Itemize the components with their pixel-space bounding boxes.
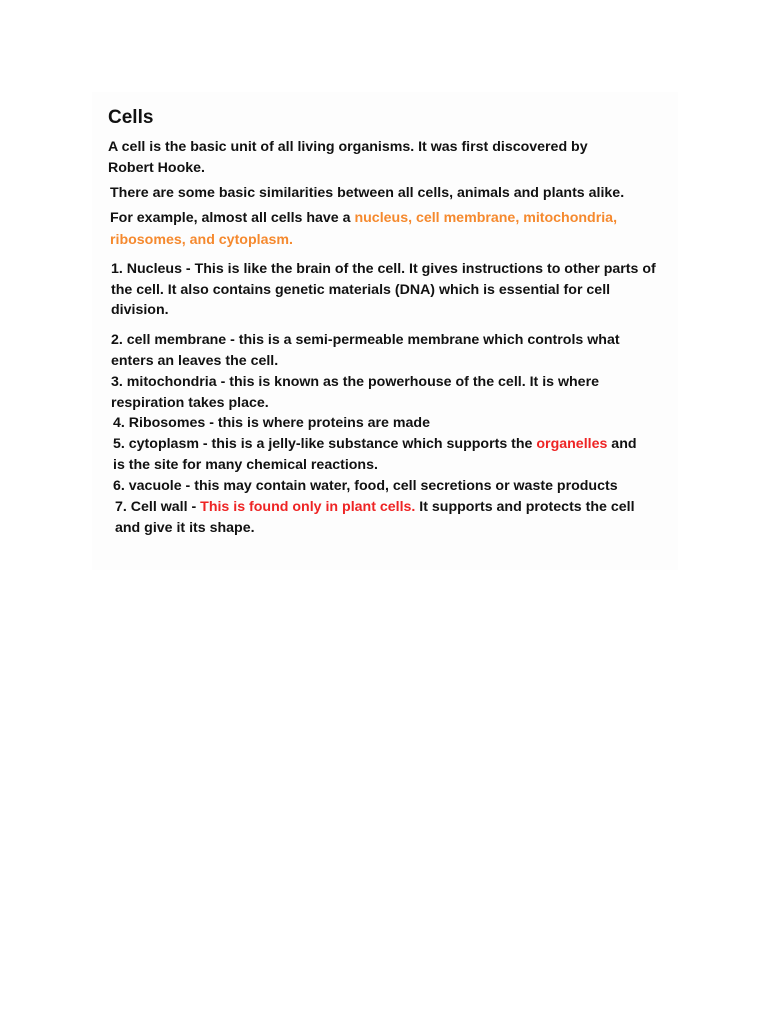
intro-line-1: A cell is the basic unit of all living organisms. It was first discovered by (108, 139, 588, 155)
example-highlight-2: ribosomes, and cytoplasm. (110, 232, 293, 248)
document-title: Cells (108, 107, 154, 128)
example-highlight-1: nucleus, cell membrane, mitochondria, (354, 210, 618, 226)
cytoplasm-line-2: is the site for many chemical reactions. (113, 457, 378, 473)
mitochondria-line-1: 3. mitochondria - this is known as the powerhouse of the cell. It is where (111, 374, 599, 390)
vacuole-line: 6. vacuole - this may contain water, food, cell secretions or waste products (113, 478, 618, 494)
cell-wall-line-2: and give it its shape. (115, 520, 255, 536)
membrane-line-2: enters an leaves the cell. (111, 353, 279, 369)
cell-wall-prefix: 7. Cell wall - (115, 499, 201, 515)
cytoplasm-prefix: 5. cytoplasm - this is a jelly-like substance which supports the (113, 436, 537, 452)
intro-line-2: Robert Hooke. (108, 160, 205, 176)
example-line-1 (110, 211, 617, 225)
similarities-line: There are some basic similarities between all cells, animals and plants alike. (110, 185, 625, 201)
cell-wall-line-1 (115, 500, 635, 514)
nucleus-line-1: 1. Nucleus - This is like the brain of the cell. It gives instructions to other parts of (111, 261, 656, 277)
example-prefix: For example, almost all cells have a (110, 210, 355, 226)
mitochondria-line-2: respiration takes place. (111, 395, 269, 411)
nucleus-line-3: division. (111, 302, 169, 318)
cytoplasm-line-1 (113, 437, 637, 451)
membrane-line-1: 2. cell membrane - this is a semi-permeable membrane which controls what (111, 332, 620, 348)
cell-wall-suffix: It supports and protects the cell (415, 499, 635, 515)
nucleus-line-2: the cell. It also contains genetic materials (DNA) which is essential for cell (111, 282, 611, 298)
cytoplasm-suffix: and (607, 436, 637, 452)
cell-wall-highlight: This is found only in plant cells. (200, 499, 416, 515)
cytoplasm-highlight: organelles (536, 436, 608, 452)
ribosomes-line: 4. Ribosomes - this is where proteins are made (113, 415, 430, 431)
